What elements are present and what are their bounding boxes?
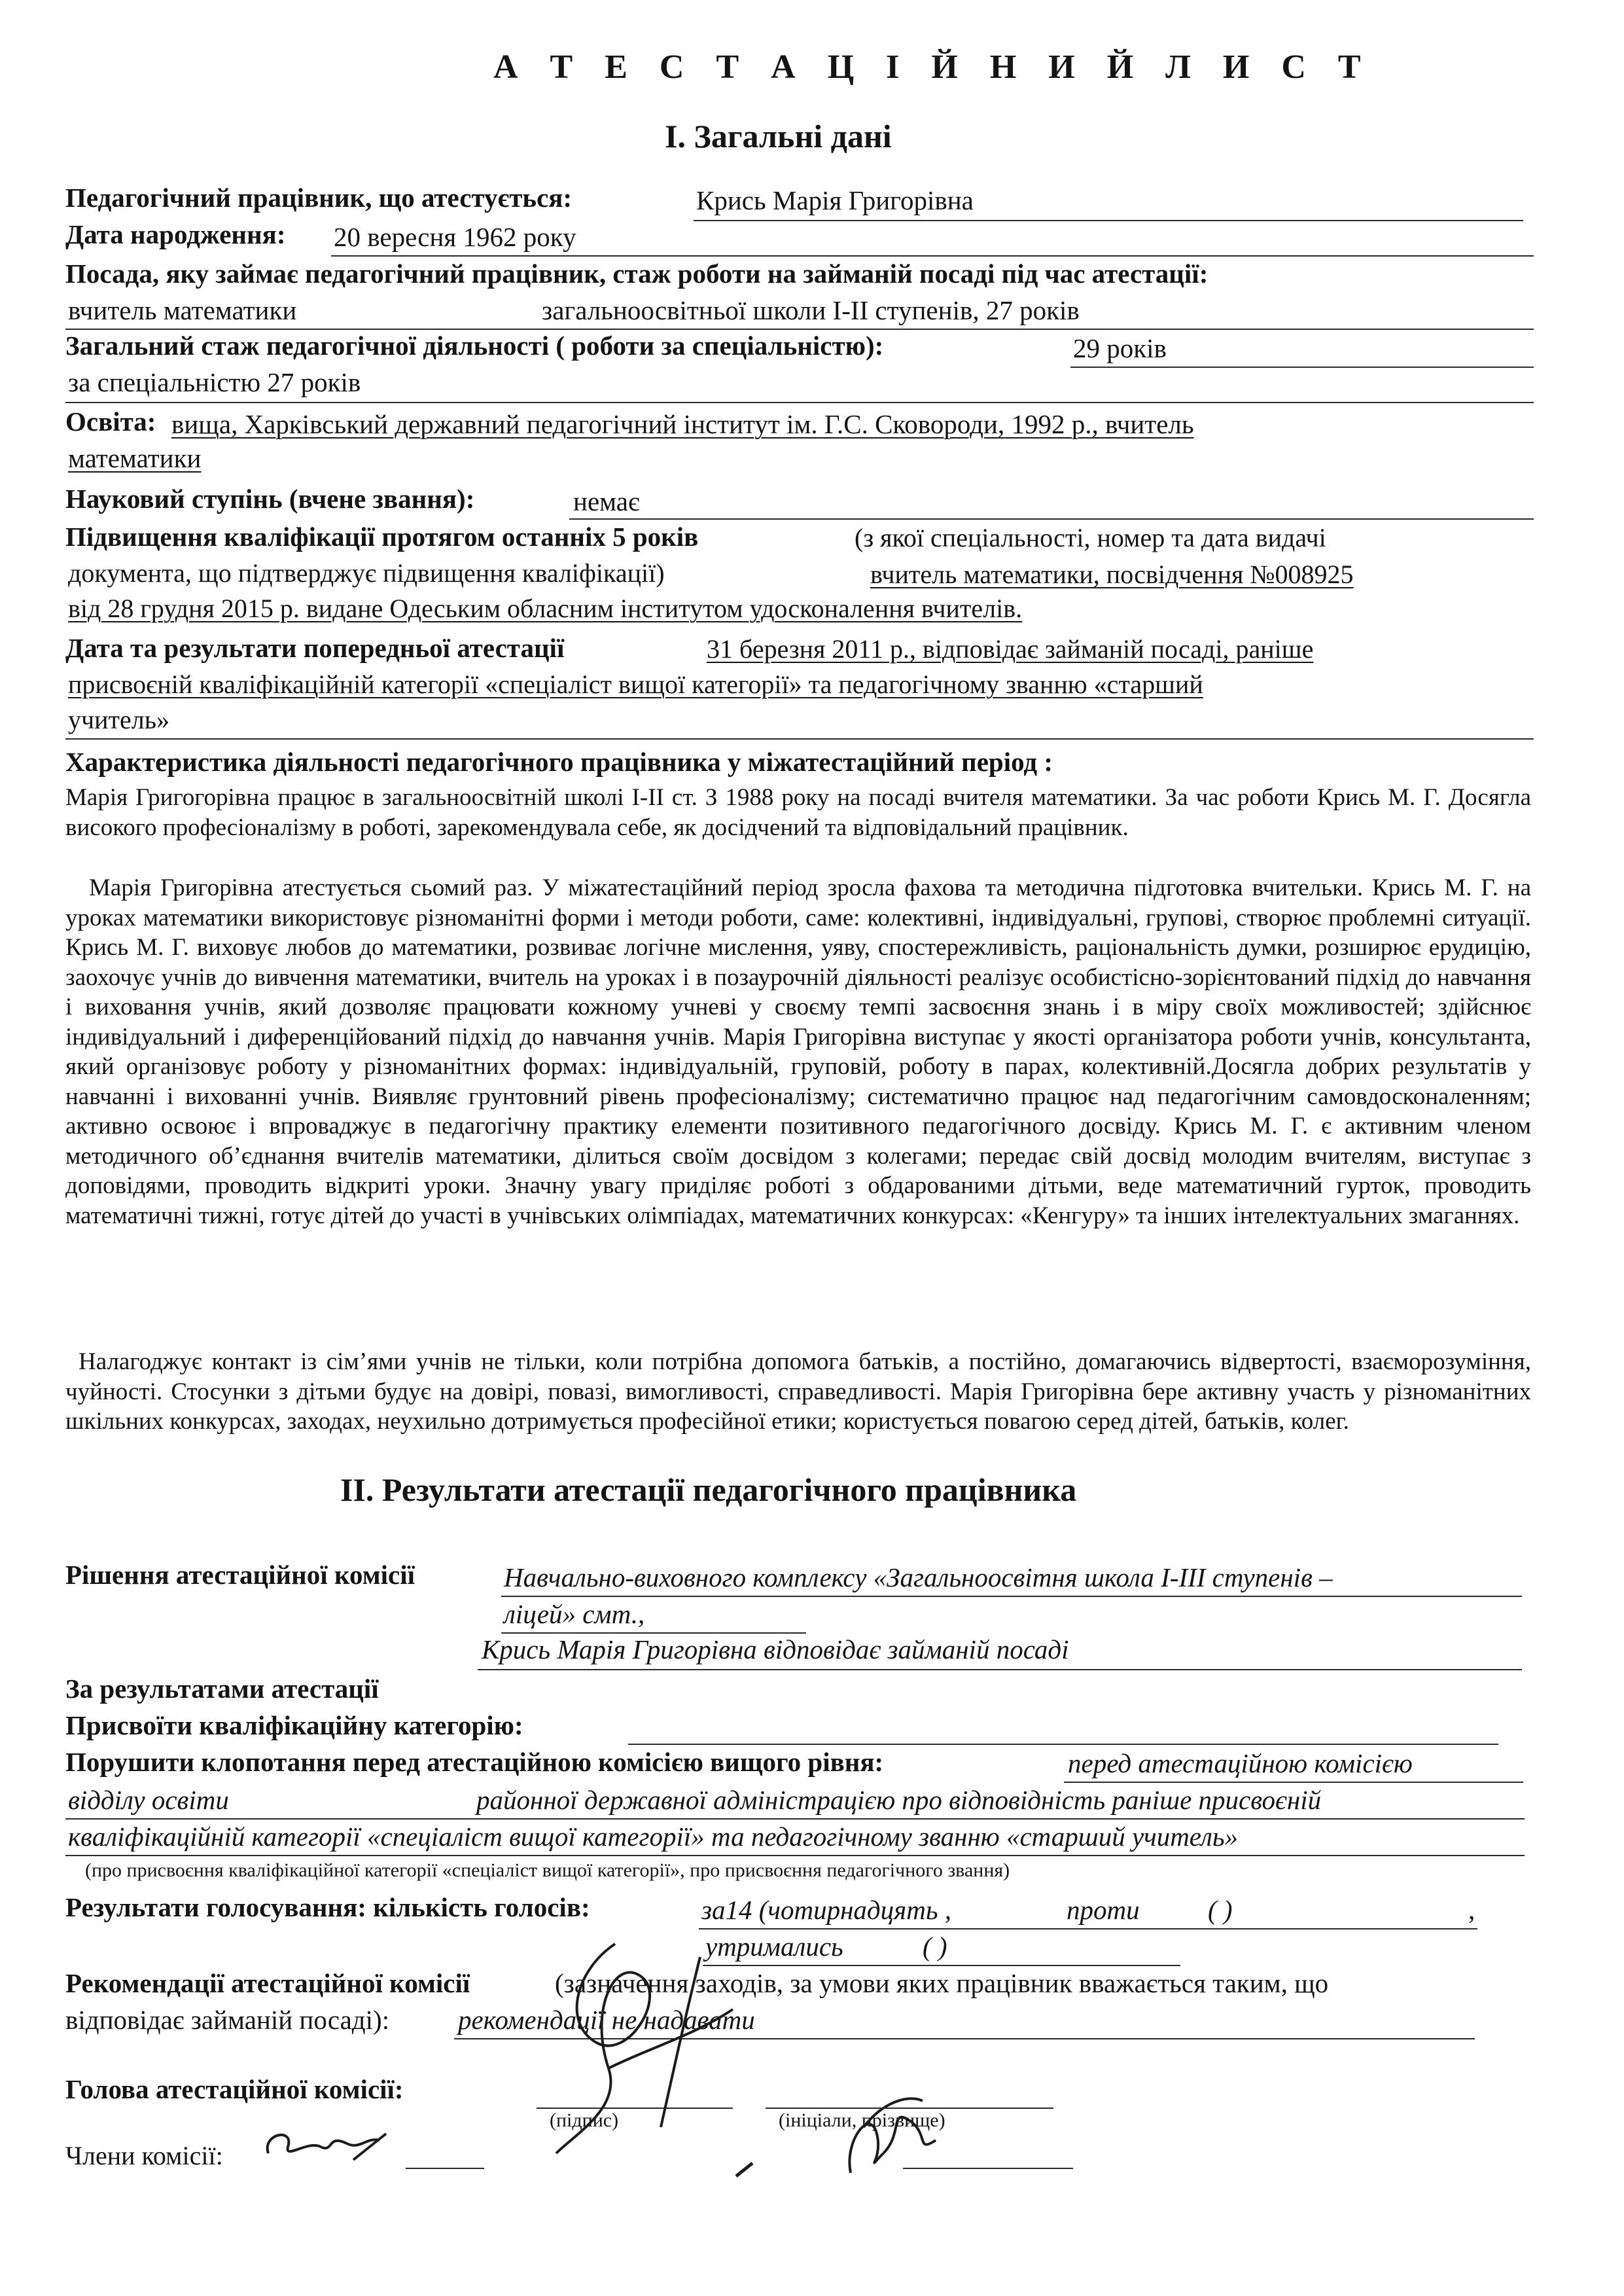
recommendations-text-1: (зазначення заходів, за умови яких працівник вважається таким, що xyxy=(555,1968,1329,1998)
position-value-2: загальноосвітньої школи І-ІІ ступенів, 27 років xyxy=(542,295,1080,325)
name-caption: (ініціали, прізвище) xyxy=(779,2109,945,2131)
position-value-1: вчитель математики xyxy=(68,295,297,325)
position-label: Посада, яку займає педагогічний працівник, стаж роботи на займаній посаді під час атестації: xyxy=(65,259,1209,289)
petition-underline-2 xyxy=(65,1818,1525,1820)
teacher-underline xyxy=(694,220,1523,221)
document-title: А Т Е С Т А Ц І Й Н И Й Л И С Т xyxy=(493,48,1373,86)
vote-comma: , xyxy=(1468,1895,1475,1925)
decision-underline-3 xyxy=(478,1669,1522,1670)
decision-value-3: Крись Марія Григорівна відповідає займаній посаді xyxy=(482,1634,1069,1664)
petition-value-2a: відділу освіти xyxy=(68,1785,229,1815)
qualification-text-2: документа, що підтверджує підвищення кваліфікації) xyxy=(68,558,665,588)
petition-label: Порушити клопотання перед атестаційною комісією вищого рівня: xyxy=(65,1747,884,1777)
degree-underline xyxy=(569,518,1534,520)
decision-underline-1 xyxy=(501,1596,1522,1597)
vote-against-value: ( ) xyxy=(1208,1895,1233,1925)
chair-signature xyxy=(537,1918,772,2166)
petition-note: (про присвоєння кваліфікаційної категорії «спеціаліст вищої категорії», про присвоєння педагогічного звання) xyxy=(85,1859,1010,1881)
members-line-1 xyxy=(406,2168,484,2169)
birth-underline xyxy=(331,255,1534,257)
experience-underline xyxy=(1070,367,1534,368)
petition-underline-1 xyxy=(1064,1782,1523,1783)
petition-value-3: кваліфікаційній категорії «спеціаліст вищої категорії» та педагогічному званню «старший учитель» xyxy=(68,1821,1239,1852)
education-label: Освіта: xyxy=(65,406,156,437)
prev-attestation-label: Дата та результати попередньої атестації xyxy=(65,633,565,663)
characteristic-paragraph-3: Налагоджує контакт із сім’ями учнів не тільки, коли потрібна допомога батьків, а постійно, домагаючись відвертості, взаєморозуміння, чуйності. Стосунки з дітьми будує на довірі, повазі, вимогливості, справедливості. Марія Григорівна бере активну участь у різноманітних шкільних конкурсах, заходах, неухильно дотримується професійної етики; користується повагою серед дітей, батьків, колег. xyxy=(65,1348,1531,1435)
qualification-label: Підвищення кваліфікації протягом останніх 5 років xyxy=(65,522,699,552)
petition-value-1: перед атестаційною комісією xyxy=(1068,1748,1413,1778)
member-signature-1 xyxy=(255,2121,399,2173)
prev-attestation-value-3: учитель» xyxy=(68,705,169,734)
sign-caption: (підпис) xyxy=(550,2109,619,2131)
vote-label: Результати голосування: кількість голосів: xyxy=(65,1892,590,1922)
recommendations-label: Рекомендації атестаційної комісії xyxy=(65,1968,470,1998)
vote-underline xyxy=(699,1928,1477,1929)
assign-category-label: Присвоїти кваліфікаційну категорію: xyxy=(65,1710,523,1740)
vote-for: за14 (чотирнадцять , xyxy=(701,1895,951,1925)
qualification-text-1: (з якої спеціальності, номер та дата видачі xyxy=(855,523,1326,552)
education-value-1: вища, Харківський державний педагогічний інститут ім. Г.С. Сковороди, 1992 р., вчитель xyxy=(171,409,1194,439)
experience-value: 29 років xyxy=(1073,333,1167,363)
prev-attestation-value-2: присвоєній кваліфікаційній категорії «спеціаліст вищої категорії» та педагогічному званню «старший xyxy=(68,670,1203,699)
petition-value-2b: районної державної адміністрацією про відповідність раніше присвоєній xyxy=(476,1785,1322,1815)
assign-category-underline xyxy=(628,1744,1498,1745)
qualification-value-2: від 28 грудня 2015 р. видане Одеським обласним інститутом удосконалення вчителів. xyxy=(68,594,1023,623)
vote-abstain-underline xyxy=(703,1965,1180,1966)
chair-label: Голова атестаційної комісії: xyxy=(65,2074,404,2104)
qualification-value-1: вчитель математики, посвідчення №008925 xyxy=(870,560,1354,589)
birth-label: Дата народження: xyxy=(65,219,286,249)
members-label: Члени комісії: xyxy=(65,2141,223,2170)
recommendations-value: рекомендації не надавати xyxy=(458,2005,755,2035)
characteristic-heading: Характеристика діяльності педагогічного працівника у міжатестаційний період : xyxy=(65,747,1053,777)
experience-value-2: за спеціальністю 27 років xyxy=(68,367,361,397)
teacher-value: Крись Марія Григорівна xyxy=(696,185,974,215)
member-signature-2 xyxy=(824,2081,955,2186)
pen-mark xyxy=(733,2160,759,2179)
petition-underline-3 xyxy=(65,1855,1525,1856)
decision-value-2: ліцей» смт., xyxy=(504,1599,645,1629)
section-2-heading: ІІ. Результати атестації педагогічного працівника xyxy=(340,1471,1077,1508)
recommendations-text-2: відповідає займаній посаді): xyxy=(65,2005,390,2035)
teacher-label: Педагогічний працівник, що атестується: xyxy=(65,183,573,213)
decision-label: Рішення атестаційної комісії xyxy=(65,1560,415,1590)
section-1-heading: І. Загальні дані xyxy=(665,118,892,154)
prev-attestation-underline xyxy=(65,738,1534,740)
birth-value: 20 вересня 1962 року xyxy=(334,222,576,252)
vote-against-label: проти xyxy=(1067,1895,1140,1925)
decision-value-1: Навчально-виховного комплексу «Загальноосвітня школа І-ІІІ ступенів – xyxy=(504,1562,1333,1592)
results-label: За результатами атестації xyxy=(65,1674,379,1704)
experience-label: Загальний стаж педагогічної діяльності ( роботи за спеціальністю): xyxy=(65,331,884,361)
experience-underline-2 xyxy=(65,402,1534,403)
vote-abstain-label: утримались xyxy=(705,1931,843,1962)
characteristic-paragraph-2: Марія Григорівна атестується сьомий раз. У міжатестаційний період зросла фахова та методична підготовка вчительки. Крись М. Г. на уроках математики використовує різноманітні форми і методи роботи, саме: колективні, індивідуальні, групові, створює проблемні ситуації. Крись М. Г. виховує любов до математики, розвиває логічне мислення, уяву, спостережливість, раціональність думки, розширює ерудицію, заохочує учнів до вивчення математики, вчитель на уроках і в позаурочній діяльності реалізує особистісно-зорієнтований підхід до навчання і виховання учнів, який дозволяє працювати кожному учневі у своєму темпі засвоєння знань і в міру своїх можливостей; здійснює індивідуальний і диференційований підхід до навчання учнів. Марія Григорівна виступає у якості організатора роботи учнів, консультанта, який організовує роботу у різноманітних формах: індивідуальній, груповій, роботу в парах, колективній.Досягла добрих результатів у навчанні і вихованні учнів. Виявляє грунтовний рівень професіоналізму; систематично працює над педагогічним самовдосконаленням; активно освоює і впроваджує в педагогічну практику елементи позитивного педагогічного досвіду. Крись М. Г. є активним членом методичного об’єднання вчителів математики, ділиться своїм досвідом з колегами; передає свій досвід молодим вчителям, виступає з доповідями, проводить відкриті уроки. Значну увагу приділяє роботі з обдарованими дітьми, веде математичний гурток, проводить математичні тижні, готує дітей до участі в учнівських олімпіадах, математичних конкурсах: «Кенгуру» та інших інтелектуальних змаганнях. xyxy=(65,874,1531,1229)
vote-abstain-value: ( ) xyxy=(923,1931,947,1962)
education-value-2: математики xyxy=(68,443,202,473)
prev-attestation-value-1: 31 березня 2011 р., відповідає займаній посаді, раніше xyxy=(707,634,1314,664)
characteristic-paragraph-1: Марія Григогорівна працює в загальноосвітній школі І-ІІ ст. З 1988 року на посаді вчителя математики. За час роботи Крись М. Г. Досягла високого професіоналізму в роботі, зарекомендувала себе, як досідчений та відповідальний працівник. xyxy=(65,784,1531,841)
degree-value: немає xyxy=(573,486,640,516)
degree-label: Науковий ступінь (вчене звання): xyxy=(65,484,475,514)
